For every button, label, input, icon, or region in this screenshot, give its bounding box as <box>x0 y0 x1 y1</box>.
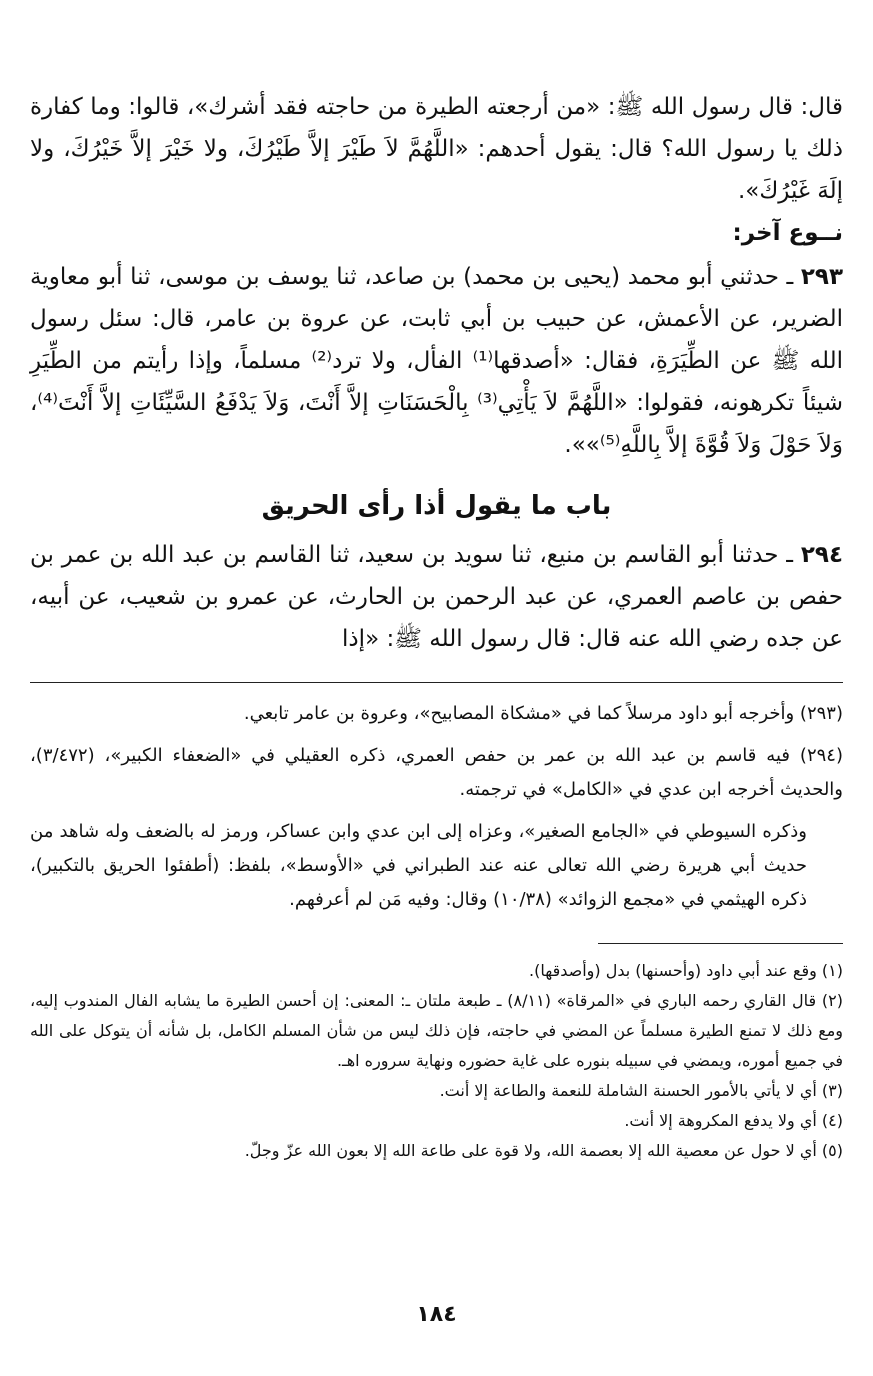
footnotes-divider <box>598 943 843 944</box>
hadith-number-294: ٢٩٤ <box>800 542 844 568</box>
hadith-294 <box>30 534 843 660</box>
section-subheading: نــوع آخر: <box>732 220 843 246</box>
hadith-number-293: ٢٩٣ <box>800 264 843 290</box>
page-body <box>30 86 843 1166</box>
hadith-294-text: ـ حدثنا أبو القاسم بن منيع، ثنا سويد بن سعيد، ثنا القاسم بن عبد الله بن عمر بن حفص بن عاصم العمري، عن عبد الرحمن بن الحارث، عن عمرو بن شعيب، عن أبيه، عن جده رضي الله عنه قال: قال رسول الله ﷺ: «إذا <box>30 542 843 652</box>
takhrij-notes <box>30 697 843 917</box>
footnote-4: (٤) أي ولا يدفع المكروهة إلا أنت. <box>624 1111 843 1130</box>
page-number: ١٨٤ <box>416 1302 457 1327</box>
footnote-3: (٣) أي لا يأتي بالأمور الحسنة الشاملة للنعمة والطاعة إلا أنت. <box>439 1081 843 1100</box>
hadith-293 <box>30 256 843 466</box>
hadith-293-text: ـ حدثني أبو محمد (يحيى بن محمد) بن صاعد، ثنا يوسف بن موسى، ثنا أبو معاوية الضرير، عن الأعمش، عن حبيب بن أبي ثابت، عن عروة بن عامر، قال: سئل رسول الله ﷺ عن الطِّيَرَةِ، فقال: «أصدقها⁽¹⁾ الفأل، ولا ترد⁽²⁾ مسلماً، وإذا رأيتم من الطِّيَرِ شيئاً تكرهونه، فقولوا: «اللَّهُمَّ لاَ يَأْتِي⁽³⁾ بِالْحَسَنَاتِ إلاَّ أَنْتَ، وَلاَ يَدْفَعُ السَّيِّئَاتِ إلاَّ أَنْتَ⁽⁴⁾، وَلاَ حَوْلَ وَلاَ قُوَّةَ إلاَّ بِاللَّهِ⁽⁵⁾»». <box>30 264 843 458</box>
footnotes <box>30 956 843 1166</box>
note-293: (٢٩٣) وأخرجه أبو داود مرسلاً كما في «مشكاة المصابيح»، وعروة بن عامر تابعي. <box>243 703 843 724</box>
footnote-2: (٢) قال القاري رحمه الباري في «المرقاة» (٨/١١) ـ طبعة ملتان ـ: المعنى: إن أحسن الطيرة ما يشابه الفال المندوب إليه، ومع ذلك لا تمنع الطيرة مسلماً عن المضي في حاجته، فإن ذلك ليس من شأن المسلم الكامل، بل شأنه أن يتوكل على الله في جميع أموره، ويمضي في سبيله بنوره على غاية حضوره ونهاية سروره اهـ. <box>30 991 843 1070</box>
footnote-5: (٥) أي لا حول عن معصية الله إلا بعصمة الله، ولا قوة على طاعة الله إلا بعون الله عزّ وجلّ. <box>244 1141 843 1160</box>
paragraph-intro: قال: قال رسول الله ﷺ: «من أرجعته الطيرة من حاجته فقد أشرك»، قالوا: وما كفارة ذلك يا رسول الله؟ قال: يقول أحدهم: «اللَّهُمَّ لاَ طَيْرَ إلاَّ طَيْرُكَ، ولا خَيْرَ إلاَّ خَيْرُكَ، ولا إلَهَ غَيْرُكَ». <box>30 94 843 204</box>
footnote-1: (١) وقع عند أبي داود (وأحسنها) بدل (وأصدقها). <box>528 961 843 980</box>
chapter-title: باب ما يقول أذا رأى الحريق <box>261 491 612 521</box>
note-294: (٢٩٤) فيه قاسم بن عبد الله بن عمر بن حفص العمري، ذكره العقيلي في «الضعفاء الكبير»، (٣/٤٧٢)، والحديث أخرجه ابن عدي في «الكامل» في ترجمته. <box>30 745 843 800</box>
notes-divider <box>30 682 843 683</box>
note-294-continuation: وذكره السيوطي في «الجامع الصغير»، وعزاه إلى ابن عدي وابن عساكر، ورمز له بالضعف وله شاهد من حديث أبي هريرة رضي الله تعالى عنه عند الطبراني في «الأوسط»، بلفظ: (أطفئوا الحريق بالتكبير)، ذكره الهيثمي في «مجمع الزوائد» (١٠/٣٨) وقال: وفيه مَن لم أعرفهم. <box>30 821 807 910</box>
